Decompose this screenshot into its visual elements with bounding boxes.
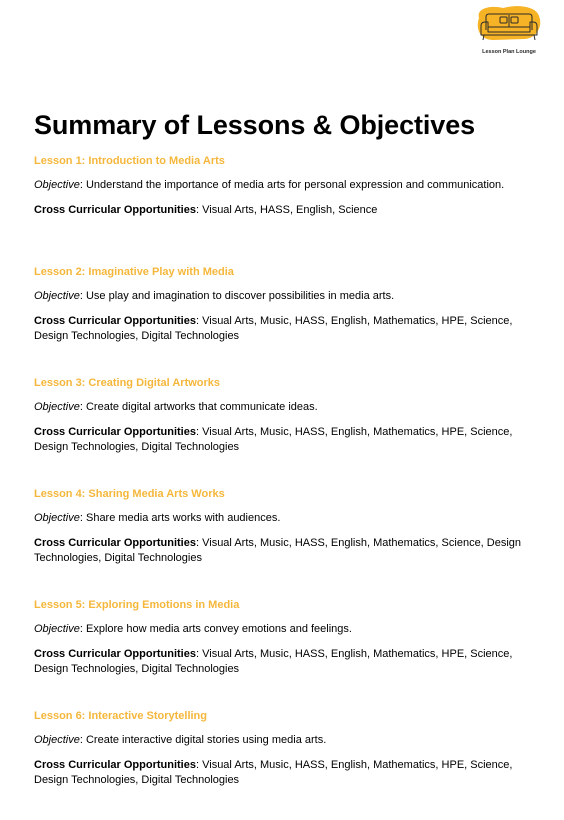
lesson-objective xyxy=(34,511,544,527)
label-colon: : xyxy=(195,536,203,549)
lesson-objective xyxy=(34,178,544,194)
objective-text: Create interactive digital stories using media arts. xyxy=(85,734,327,746)
lesson-title: Lesson 2: Imaginative Play with Media xyxy=(34,266,234,278)
lesson-objective xyxy=(34,622,544,638)
objective-text: Understand the importance of media arts for personal expression and communication. xyxy=(85,179,505,191)
logo-text: Lesson Plan Lounge xyxy=(482,49,536,55)
label-colon: : xyxy=(195,203,203,216)
objective-text: Share media arts works with audiences. xyxy=(85,512,281,524)
cross-curricular-label: Cross Curricular Opportunities xyxy=(34,425,196,438)
objective-text: Explore how media arts convey emotions and feelings. xyxy=(85,623,352,635)
label-colon: : xyxy=(195,758,203,771)
lesson-objective xyxy=(34,733,544,749)
lesson-2 xyxy=(34,265,544,376)
objective-label: Objective xyxy=(34,290,80,302)
cross-curricular-text: Visual Arts, Music, HASS, English, Mathematics, Science, Design Technologies, Digital Technologies xyxy=(34,536,522,564)
sofa-icon xyxy=(473,4,545,44)
label-colon: : xyxy=(79,401,86,413)
cross-curricular-label: Cross Curricular Opportunities xyxy=(34,314,196,327)
cross-curricular-text: Visual Arts, Music, HASS, English, Mathematics, HPE, Science, Design Technologies, Digital Technologies xyxy=(34,425,513,453)
label-colon: : xyxy=(195,647,203,660)
lesson-cross-curricular xyxy=(34,203,544,219)
label-colon: : xyxy=(79,734,86,746)
cross-curricular-label: Cross Curricular Opportunities xyxy=(34,203,196,216)
lesson-objective xyxy=(34,400,544,416)
objective-label: Objective xyxy=(34,179,80,191)
lesson-cross-curricular xyxy=(34,314,544,345)
objective-text: Use play and imagination to discover possibilities in media arts. xyxy=(85,290,395,302)
label-colon: : xyxy=(79,179,86,191)
objective-text: Create digital artworks that communicate ideas. xyxy=(85,401,318,413)
cross-curricular-text: Visual Arts, Music, HASS, English, Mathematics, HPE, Science, Design Technologies, Digital Technologies xyxy=(34,647,513,675)
lesson-3 xyxy=(34,376,544,487)
lesson-title: Lesson 1: Introduction to Media Arts xyxy=(34,155,225,167)
lesson-plan-lounge-logo xyxy=(473,4,545,58)
cross-curricular-text: Visual Arts, Music, HASS, English, Mathematics, HPE, Science, Design Technologies, Digital Technologies xyxy=(34,314,513,342)
cross-curricular-label: Cross Curricular Opportunities xyxy=(34,536,196,549)
lesson-objective xyxy=(34,289,544,305)
lesson-title: Lesson 4: Sharing Media Arts Works xyxy=(34,488,225,500)
cross-curricular-text: Visual Arts, Music, HASS, English, Mathematics, HPE, Science, Design Technologies, Digital Technologies xyxy=(34,758,513,786)
lesson-5 xyxy=(34,598,544,709)
lesson-cross-curricular xyxy=(34,536,544,567)
label-colon: : xyxy=(79,290,86,302)
label-colon: : xyxy=(79,623,86,635)
label-colon: : xyxy=(195,314,203,327)
label-colon: : xyxy=(79,512,86,524)
cross-curricular-label: Cross Curricular Opportunities xyxy=(34,758,196,771)
objective-label: Objective xyxy=(34,623,80,635)
lesson-title: Lesson 6: Interactive Storytelling xyxy=(34,710,207,722)
lesson-cross-curricular xyxy=(34,647,544,678)
cross-curricular-label: Cross Curricular Opportunities xyxy=(34,647,196,660)
lesson-6 xyxy=(34,709,544,820)
lesson-cross-curricular xyxy=(34,425,544,456)
cross-curricular-text: Visual Arts, HASS, English, Science xyxy=(202,203,378,216)
lesson-cross-curricular xyxy=(34,758,544,789)
lessons-list xyxy=(34,154,544,820)
lesson-4 xyxy=(34,487,544,598)
objective-label: Objective xyxy=(34,734,80,746)
label-colon: : xyxy=(195,425,203,438)
lesson-1 xyxy=(34,154,544,265)
objective-label: Objective xyxy=(34,401,80,413)
lesson-title: Lesson 5: Exploring Emotions in Media xyxy=(34,599,240,611)
lesson-title: Lesson 3: Creating Digital Artworks xyxy=(34,377,221,389)
page-title: Summary of Lessons & Objectives xyxy=(34,110,476,140)
objective-label: Objective xyxy=(34,512,80,524)
